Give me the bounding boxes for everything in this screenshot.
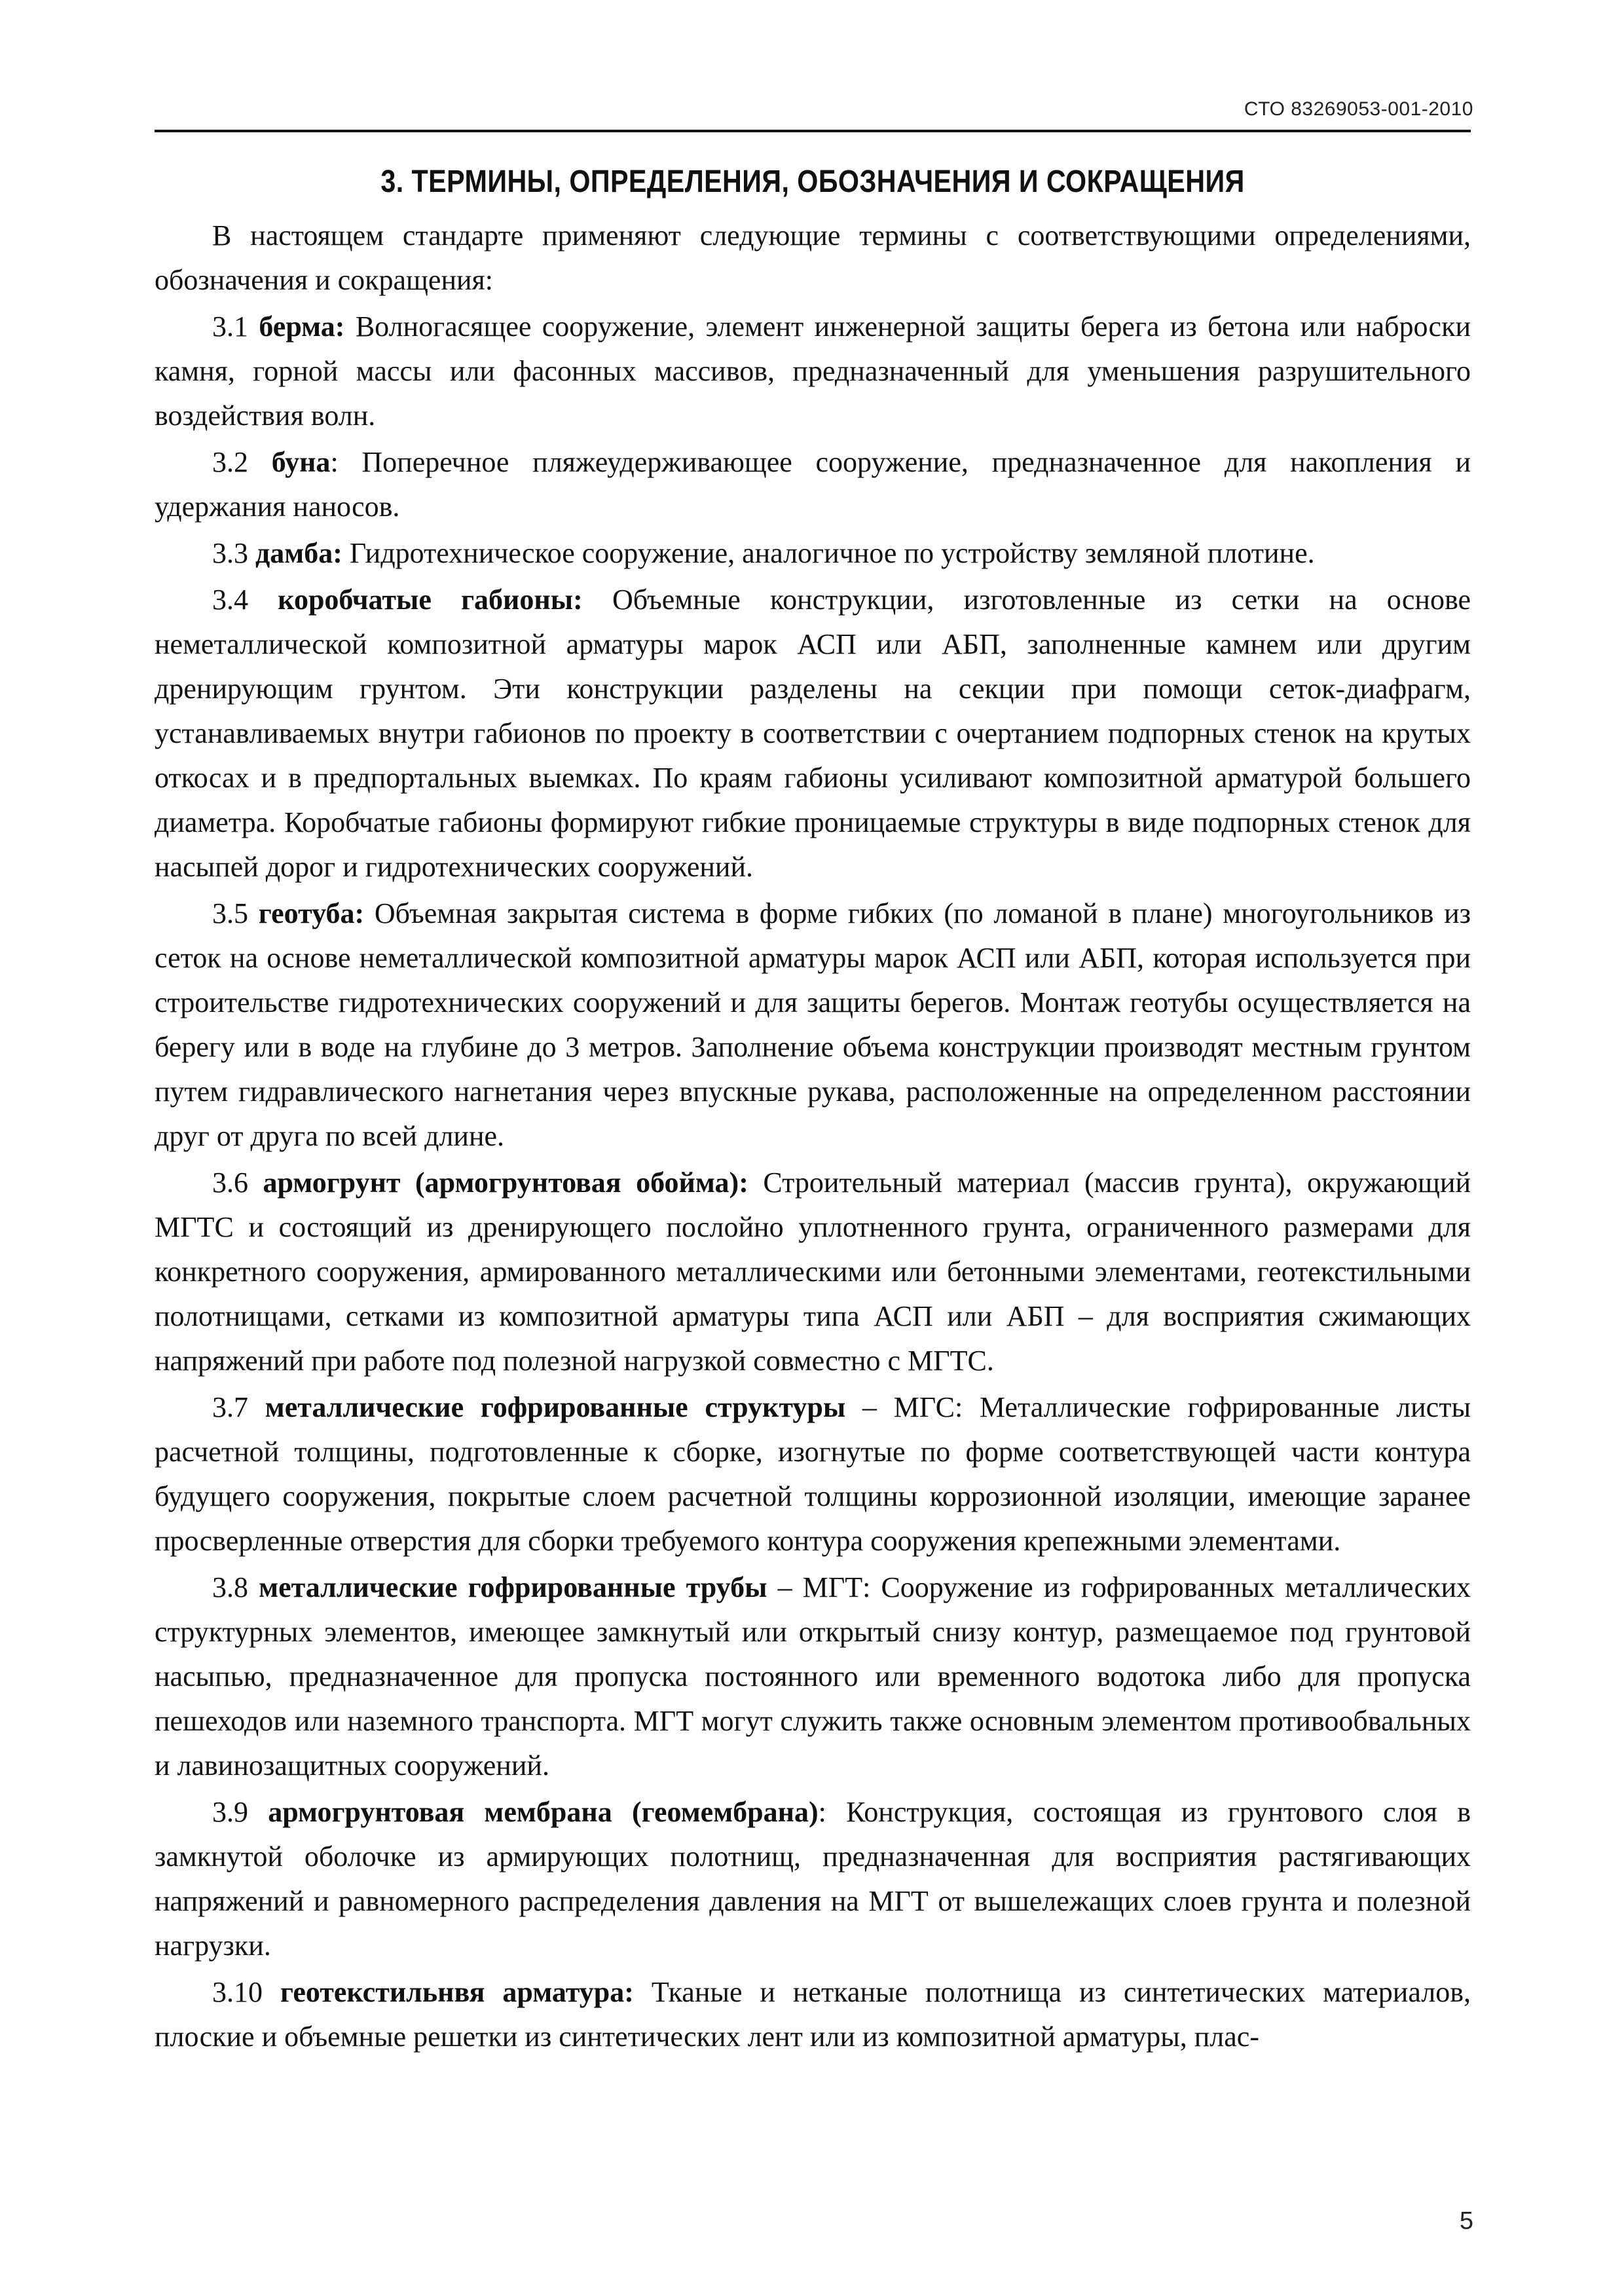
- page-number: 5: [1459, 2207, 1473, 2235]
- term-number: 3.8: [212, 1571, 248, 1603]
- term-definition: Тканые и нетканые полотнища из синтетических материалов, плоские и объемные решетки из синтетических лент или из композитной арматуры, плас-: [155, 1976, 1471, 2053]
- term-name: берма:: [259, 310, 345, 343]
- term-3-5: [155, 891, 1471, 1159]
- term-number: 3.9: [212, 1796, 248, 1828]
- header-divider: [155, 130, 1471, 132]
- document-code: СТО 83269053-001-2010: [1244, 98, 1473, 120]
- term-3-6: [155, 1161, 1471, 1383]
- term-definition: Гидротехническое сооружение, аналогичное по устройству земляной плотине.: [342, 537, 1315, 569]
- term-number: 3.4: [212, 584, 248, 616]
- term-definition: – МГС: Металлические гофрированные листы расчетной толщины, подготовленные к сборке, изогнутые по форме соответствующей части контура будущего сооружения, покрытые слоем расчетной толщины коррозионной изоляции, имеющие заранее просверленные отверстия для сборки требуемого контура сооружения крепежными элементами.: [155, 1391, 1471, 1557]
- term-name: металлические гофрированные трубы: [259, 1571, 767, 1603]
- term-name: буна: [271, 446, 331, 478]
- term-definition: : Конструкция, состоящая из грунтового слоя в замкнутой оболочке из армирующих полотнищ, предназначенная для восприятия растягивающих напряжений и равномерного распределения давления на МГТ от вышележащих слоев грунта и полезной нагрузки.: [155, 1796, 1471, 1962]
- term-definition: Волногасящее сооружение, элемент инженерной защиты берега из бетона или наброски камня, горной массы или фасонных массивов, предназначенный для уменьшения разрушительного воздействия волн.: [155, 310, 1471, 432]
- term-number: 3.6: [212, 1166, 248, 1199]
- page-content: [155, 157, 1471, 2061]
- term-3-7: [155, 1385, 1471, 1563]
- term-number: 3.5: [212, 897, 248, 929]
- term-name: геотекстильнвя арматура:: [280, 1976, 634, 2008]
- term-definition: Объемные конструкции, изготовленные из сетки на основе неметаллической композитной арматуры марок АСП или АБП, заполненные камнем или другим дренирующим грунтом. Эти конструкции разделены на секции при помощи сеток-диафрагм, устанавливаемых внутри габионов по проекту в соответствии с очертанием подпорных стенок на крутых откосах и в предпортальных выемках. По краям габионы усиливают композитной арматурой большего диаметра. Коробчатые габионы формируют гибкие проницаемые структуры в виде подпорных стенок для насыпей дорог и гидротехнических сооружений.: [155, 584, 1471, 883]
- term-number: 3.2: [212, 446, 248, 478]
- term-number: 3.7: [212, 1391, 248, 1423]
- term-number: 3.3: [212, 537, 248, 569]
- term-name: металлические гофрированные структуры: [265, 1391, 846, 1423]
- term-name: дамба:: [255, 537, 342, 569]
- term-name: геотуба:: [258, 897, 365, 929]
- term-definition: Объемная закрытая система в форме гибких (по ломаной в плане) многоугольников из сеток на основе неметаллической композитной арматуры марок АСП или АБП, которая используется при строительстве гидротехнических сооружений и для защиты берегов. Монтаж геотубы осуществляется на берегу или в воде на глубине до 3 метров. Заполнение объема конструкции производят местным грунтом путем гидравлического нагнетания через впускные рукава, расположенные на определенном расстоянии друг от друга по всей длине.: [155, 897, 1471, 1152]
- term-3-8: [155, 1565, 1471, 1788]
- section-intro: В настоящем стандарте применяют следующие термины с соответствующими определениями, обозначения и сокращения:: [155, 219, 1471, 296]
- term-number: 3.10: [212, 1976, 263, 2008]
- term-3-9: [155, 1790, 1471, 1968]
- term-3-10: [155, 1970, 1471, 2059]
- term-name: армогрунт (армогрунтовая обойма):: [263, 1166, 748, 1199]
- term-3-1: [155, 305, 1471, 438]
- term-definition: Строительный материал (массив грунта), окружающий МГТС и состоящий из дренирующего послойно уплотненного грунта, ограниченного размерами для конкретного сооружения, армированного металлическими или бетонными элементами, геотекстильными полотнищами, сетками из композитной арматуры типа АСП или АБП – для восприятия сжимающих напряжений при работе под полезной нагрузкой совместно с МГТС.: [155, 1166, 1471, 1377]
- term-3-3: [155, 531, 1471, 576]
- term-3-2: [155, 440, 1471, 529]
- term-3-4: [155, 578, 1471, 889]
- term-number: 3.1: [212, 310, 248, 343]
- term-name: армогрунтовая мембрана (геомембрана): [268, 1796, 819, 1828]
- term-definition: : Поперечное пляжеудерживающее сооружение, предназначенное для накопления и удержания наносов.: [155, 446, 1471, 523]
- term-name: коробчатые габионы:: [278, 584, 583, 616]
- section-title: 3. ТЕРМИНЫ, ОПРЕДЕЛЕНИЯ, ОБОЗНАЧЕНИЯ И СОКРАЩЕНИЯ: [380, 164, 1245, 199]
- term-definition: – МГТ: Сооружение из гофрированных металлических структурных элементов, имеющее замкнутый или открытый снизу контур, размещаемое под грунтовой насыпью, предназначенное для пропуска постоянного или временного водотока либо для пропуска пешеходов или наземного транспорта. МГТ могут служить также основным элементом противообвальных и лавинозащитных сооружений.: [155, 1571, 1471, 1782]
